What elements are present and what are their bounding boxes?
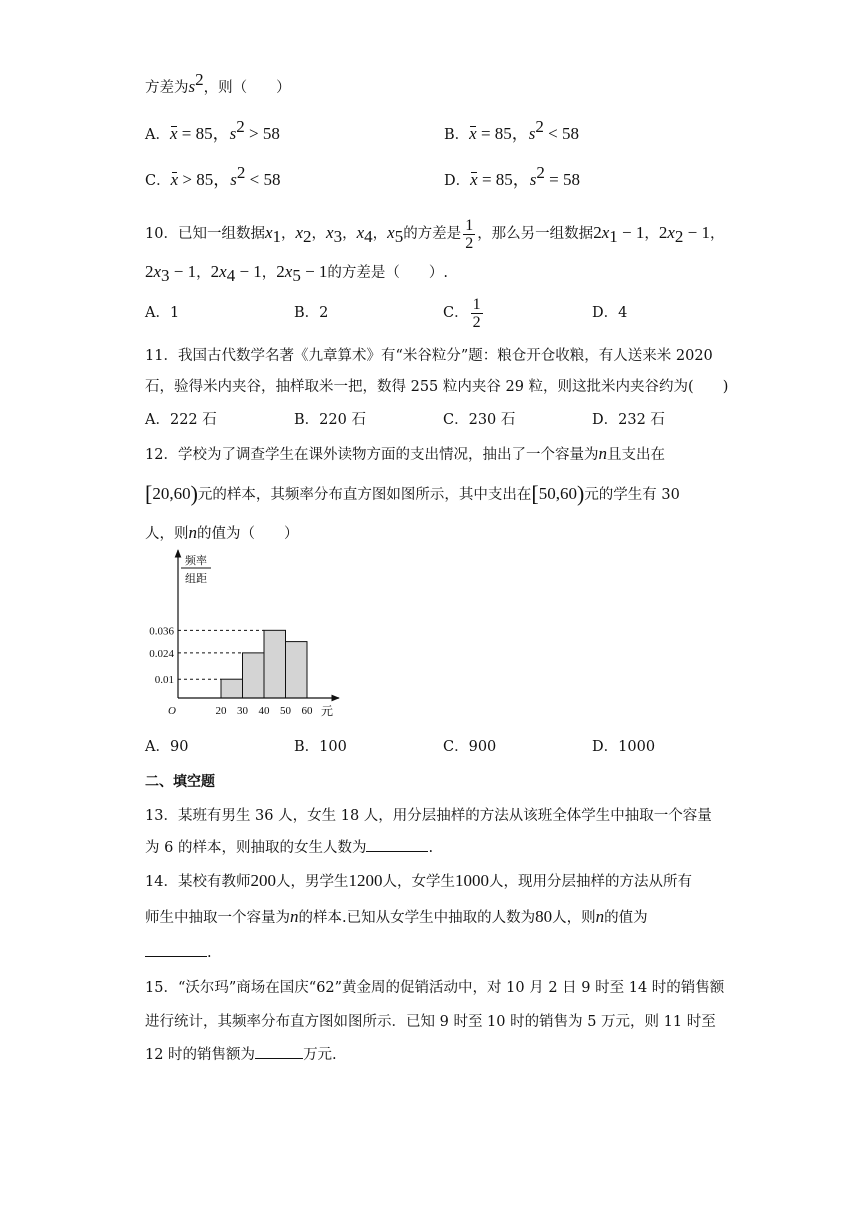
q13-stem-line2 xyxy=(145,838,433,858)
option-label: B． xyxy=(294,739,320,755)
q10-option-a[interactable] xyxy=(145,303,179,323)
option-label: C． xyxy=(443,305,469,321)
option-label: A． xyxy=(145,412,170,428)
q12-option-b[interactable] xyxy=(294,737,347,757)
q11-stem-line1: 11．我国古代数学名著《九章算术》有“米谷粒分”题：粮仓开仓收粮，有人送来米 2020 xyxy=(145,348,713,364)
origin-label: O xyxy=(168,705,176,717)
q12-option-a[interactable] xyxy=(145,737,188,757)
option-label: B． xyxy=(444,127,470,143)
q9-stem-s: s xyxy=(188,77,196,96)
q14-text: 14．某校有教师 xyxy=(145,874,251,890)
option-text: 1 xyxy=(169,305,180,321)
y-tick-label: 0.024 xyxy=(149,647,174,660)
option-text: > 85， xyxy=(178,170,231,189)
q12-text: 12．学校为了调查学生在课外读物方面的支出情况，抽出了一个容量为 xyxy=(145,447,599,463)
q10-stem-line1: 10．已知一组数据$x_1$，$x_2$，$x_3$，$x_4$，$x_5$的方差是 $\frac{1}{2}$ ，那么另一组数据$2x_1 - 1$，$2x_2 - 1$， xyxy=(145,216,725,252)
option-text: 4 xyxy=(618,305,628,321)
option-text: 900 xyxy=(468,739,497,755)
q12-stem-line3: 人，则n的值为（ ） xyxy=(145,523,299,542)
q12-interval-2: 50,60 xyxy=(538,484,577,503)
q11-option-b[interactable] xyxy=(294,410,366,430)
option-text: < 58 xyxy=(245,170,281,189)
q14-number: 1000 xyxy=(454,871,489,890)
section-heading: 二、填空题 xyxy=(145,774,215,790)
x-tick-label: 60 xyxy=(301,705,313,717)
histogram-bar xyxy=(286,642,308,698)
q12-text: 元的学生有 30 xyxy=(584,487,680,503)
q15-text: 12 时的销售额为 xyxy=(145,1047,256,1063)
histogram-bar xyxy=(243,653,265,698)
q9-stem-text: 方差为 xyxy=(145,80,189,96)
q13-stem-line1: 13．某班有男生 36 人，女生 18 人，用分层抽样的方法从该班全体学生中抽取一个容量 xyxy=(145,808,712,824)
q15-stem-line2: 进行统计，其频率分布直方图如图所示．已知 9 时至 10 时的销售为 5 万元，则 11 时至 xyxy=(145,1014,716,1030)
q12-stem-line1: 12．学校为了调查学生在课外读物方面的支出情况，抽出了一个容量为n且支出在 xyxy=(145,444,665,463)
histogram-bar xyxy=(221,679,243,698)
q13-text: 为 6 的样本，则抽取的女生人数为 xyxy=(145,840,367,856)
q14-stem-line3 xyxy=(145,943,212,963)
q14-stem-line2: 师生中抽取一个容量为n的样本.已知从女学生中抽取的人数为80人，则n的值为 xyxy=(145,907,648,926)
q10-option-b[interactable] xyxy=(294,303,328,323)
q12-text: 元的样本，其频率分布直方图如图所示，其中支出在 xyxy=(197,487,532,503)
x-tick-label: 30 xyxy=(237,705,248,717)
option-text: 1000 xyxy=(618,739,656,755)
option-label: D． xyxy=(592,739,619,755)
x-tick-label: 20 xyxy=(215,705,227,717)
q14-text: 人，则 xyxy=(552,910,596,926)
x-tick-label: 40 xyxy=(258,705,270,717)
q15-answer-blank[interactable] xyxy=(255,1057,303,1059)
q9-option-b[interactable]: B．x = 85，$s^2 < 58$ xyxy=(444,117,580,143)
option-label: C． xyxy=(145,173,171,189)
q10-option-d[interactable] xyxy=(592,303,627,323)
q10-option-c-fraction: $\frac{1}{2}$ xyxy=(472,295,481,331)
q12-text: 的值为（ ） xyxy=(197,526,299,542)
option-label: D． xyxy=(592,305,619,321)
q11-option-d[interactable] xyxy=(592,410,665,430)
q12-option-c[interactable] xyxy=(443,737,496,757)
q12-interval-1: 20,60 xyxy=(152,484,191,503)
option-text: 230 石 xyxy=(468,412,516,428)
q9-stem: 方差为$s^2$，则（ ） xyxy=(145,70,291,96)
option-text: 232 石 xyxy=(618,412,665,428)
q14-text: 人，女学生 xyxy=(382,874,455,890)
q14-text: 的值为 xyxy=(604,910,648,926)
q13-answer-blank[interactable] xyxy=(366,850,428,852)
q9-stem-end: ，则（ ） xyxy=(203,80,291,96)
option-text: = 58 xyxy=(544,170,580,189)
y-tick-label: 0.036 xyxy=(149,625,174,638)
q10-text: 10．已知一组数据 xyxy=(145,226,265,242)
q9-option-a[interactable]: A．x = 85，$s^2 > 58$ xyxy=(145,117,280,143)
q15-stem-line3 xyxy=(145,1045,337,1065)
q14-number: 80 xyxy=(535,907,553,926)
option-text: 220 石 xyxy=(319,412,366,428)
q14-stem-line1 xyxy=(145,871,692,892)
q14-text: 师生中抽取一个容量为 xyxy=(145,910,290,926)
q12-option-d[interactable] xyxy=(592,737,655,757)
q10-text: 的方差是（ ）. xyxy=(327,265,449,281)
q11-option-a[interactable] xyxy=(145,410,217,430)
q10-text: ，那么另一组数据 xyxy=(477,226,594,242)
q9-option-d[interactable]: D．x = 85，$s^2 = 58$ xyxy=(444,163,580,189)
q9-option-c[interactable]: C．x > 85，$s^2 < 58$ xyxy=(145,163,281,189)
q14-text: 人，现用分层抽样的方法从所有 xyxy=(488,874,692,890)
q15-text: 万元. xyxy=(303,1047,337,1063)
option-label: A． xyxy=(145,739,170,755)
q12-text: 人，则 xyxy=(145,526,189,542)
x-axis-label: 元 xyxy=(320,704,334,718)
q14-number: 1200 xyxy=(348,871,383,890)
q13-text: . xyxy=(428,840,434,856)
y-tick-label: 0.01 xyxy=(154,674,174,687)
q14-number: 200 xyxy=(250,871,276,890)
option-text: > 58 xyxy=(244,124,280,143)
q14-text: 人，男学生 xyxy=(275,874,349,890)
histogram-bar xyxy=(264,630,286,698)
q11-option-c[interactable] xyxy=(443,410,515,430)
q14-text: . xyxy=(207,945,212,961)
option-label: C． xyxy=(443,412,469,428)
option-text: = 85， xyxy=(477,170,530,189)
option-text: 2 xyxy=(319,305,329,321)
option-label: A． xyxy=(145,127,170,143)
option-text: 222 石 xyxy=(169,412,217,428)
q10-option-c[interactable] xyxy=(443,294,485,332)
option-label: D． xyxy=(444,173,471,189)
q15-stem-line1: 15．“沃尔玛”商场在国庆“62”黄金周的促销活动中，对 10 月 2 日 9 时至 14 时的销售额 xyxy=(145,980,725,996)
option-text: 100 xyxy=(319,739,347,755)
frequency-histogram xyxy=(145,548,334,724)
q10-stem-line2: $2x_3 - 1$，$2x_4 - 1$，$2x_5 - 1$的方差是（ ）. xyxy=(145,262,449,285)
y-axis-label-top: 频率 xyxy=(185,555,207,567)
y-axis-label-bottom: 组距 xyxy=(185,573,207,585)
option-label: B． xyxy=(294,305,320,321)
q10-text: 的方差是 xyxy=(403,226,462,242)
option-label: A． xyxy=(145,305,170,321)
q11-stem-line2: 石，验得米内夹谷，抽样取米一把，数得 255 粒内夹谷 29 粒，则这批米内夹谷约为( ) xyxy=(145,379,729,395)
option-text: = 85， xyxy=(177,124,230,143)
x-tick-label: 50 xyxy=(280,705,291,717)
option-text: 90 xyxy=(169,739,189,755)
q12-text: 且支出在 xyxy=(606,447,665,463)
q14-text: 的样本.已知从女学生中抽取的人数为 xyxy=(298,910,536,926)
option-label: C． xyxy=(443,739,469,755)
q10-fraction: $\frac{1}{2}$ xyxy=(465,216,474,252)
option-text: < 58 xyxy=(543,124,580,143)
q14-answer-blank[interactable] xyxy=(145,955,207,957)
option-label: D． xyxy=(592,412,619,428)
option-label: B． xyxy=(294,412,320,428)
q12-stem-line2: [20,60)元的样本，其频率分布直方图如图所示，其中支出在[50,60)元的学生有 30 xyxy=(145,481,680,506)
option-text: = 85， xyxy=(476,124,529,143)
